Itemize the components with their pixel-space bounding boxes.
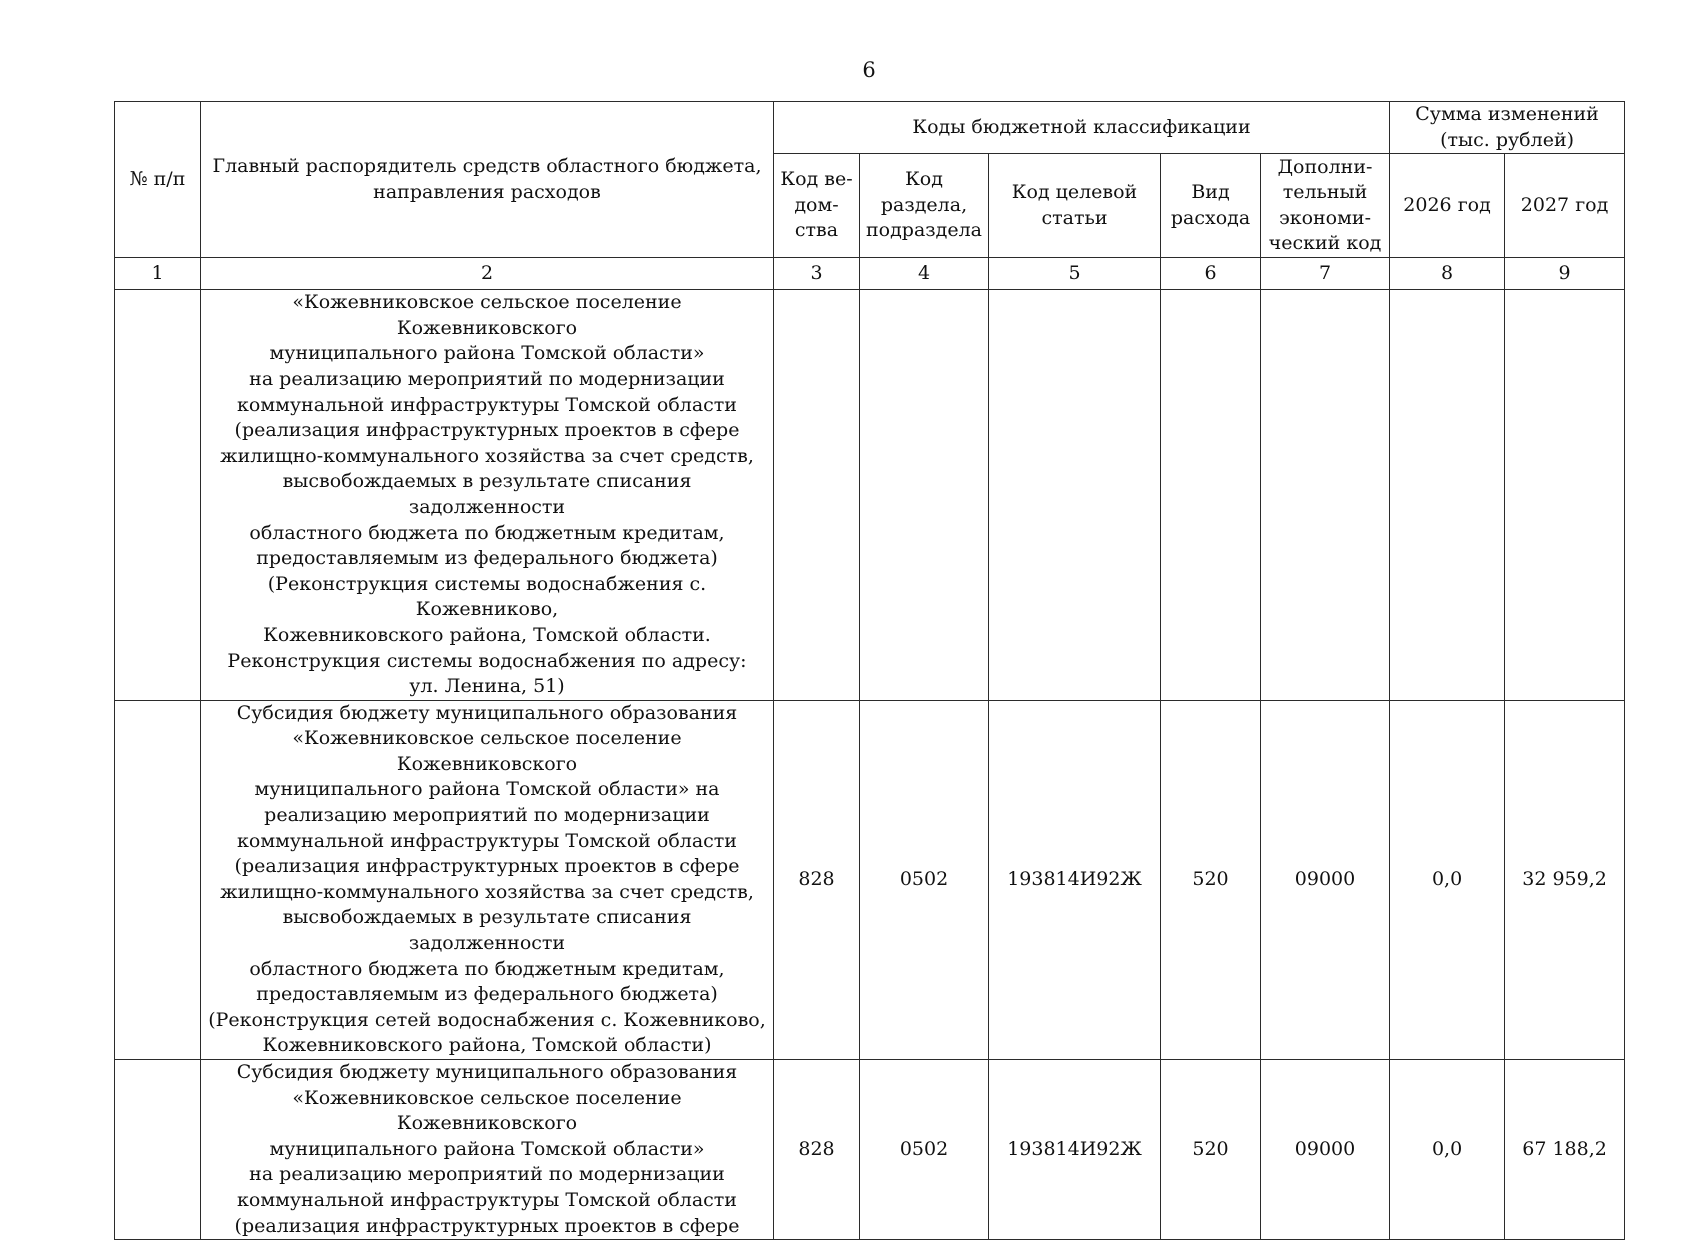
header-col-razdel: Код раздела, подраздела [860,154,989,258]
header-codes-group: Коды бюджетной классификации [774,102,1390,154]
header-col-vid: Вид расхода [1161,154,1261,258]
header-col-main: Главный распорядитель средств областного бюджета, направления расходов [201,102,774,258]
cell-2026: 0,0 [1390,700,1505,1059]
cell-vid: 520 [1161,700,1261,1059]
column-number: 4 [860,258,989,290]
column-number: 7 [1261,258,1390,290]
cell-vedomstvo: 828 [774,700,860,1059]
cell-description: Субсидия бюджету муниципального образования «Кожевниковское сельское поселение Кожевниковского муниципального района Томской области» на реализацию мероприятий по модернизации коммунальной инфраструктуры Томской области (реализация инфраструктурных проектов в сфере [201,1060,774,1240]
cell-2027 [1505,290,1625,701]
cell-razdel [860,290,989,701]
cell-num [115,700,201,1059]
column-number: 5 [989,258,1161,290]
table-row [115,1060,1625,1240]
table-row [115,700,1625,1059]
cell-2026: 0,0 [1390,1060,1505,1240]
column-number: 2 [201,258,774,290]
cell-razdel: 0502 [860,700,989,1059]
cell-extra [1261,290,1390,701]
cell-vid [1161,290,1261,701]
header-col-extra: Дополни-тельный экономи-ческий код [1261,154,1390,258]
column-number: 1 [115,258,201,290]
column-number-row [115,258,1625,290]
cell-extra: 09000 [1261,700,1390,1059]
cell-razdel: 0502 [860,1060,989,1240]
header-col-num: № п/п [115,102,201,258]
table-row [115,290,1625,701]
cell-vid: 520 [1161,1060,1261,1240]
budget-table [114,101,1625,1240]
cell-target: 193814И92Ж [989,1060,1161,1240]
cell-num [115,290,201,701]
cell-2027: 32 959,2 [1505,700,1625,1059]
header-sum-group: Сумма изменений (тыс. рублей) [1390,102,1625,154]
column-number: 3 [774,258,860,290]
cell-extra: 09000 [1261,1060,1390,1240]
cell-2027: 67 188,2 [1505,1060,1625,1240]
cell-vedomstvo: 828 [774,1060,860,1240]
cell-2026 [1390,290,1505,701]
column-number: 8 [1390,258,1505,290]
cell-description: Субсидия бюджету муниципального образования «Кожевниковское сельское поселение Кожевниковского муниципального района Томской области» на реализацию мероприятий по модернизации коммунальной инфраструктуры Томской области (реализация инфраструктурных проектов в сфере жилищно-коммунального хозяйства за счет средств, высвобождаемых в результате списания задолженности областного бюджета по бюджетным кредитам, предоставляемым из федерального бюджета) (Реконструкция сетей водоснабжения с. Кожевниково, Кожевниковского района, Томской области) [201,700,774,1059]
cell-description: «Кожевниковское сельское поселение Кожевниковского муниципального района Томской области» на реализацию мероприятий по модернизации коммунальной инфраструктуры Томской области (реализация инфраструктурных проектов в сфере жилищно-коммунального хозяйства за счет средств, высвобождаемых в результате списания задолженности областного бюджета по бюджетным кредитам, предоставляемым из федерального бюджета) (Реконструкция системы водоснабжения с. Кожевниково, Кожевниковского района, Томской области. Реконструкция системы водоснабжения по адресу: ул. Ленина, 51) [201,290,774,701]
cell-num [115,1060,201,1240]
cell-target [989,290,1161,701]
cell-vedomstvo [774,290,860,701]
header-col-vedomstvo: Код ве-дом-ства [774,154,860,258]
column-number: 6 [1161,258,1261,290]
column-number: 9 [1505,258,1625,290]
header-col-2026: 2026 год [1390,154,1505,258]
cell-target: 193814И92Ж [989,700,1161,1059]
header-col-2027: 2027 год [1505,154,1625,258]
header-col-target: Код целевой статьи [989,154,1161,258]
header-row-top [115,102,1625,154]
page-number: 6 [862,58,876,82]
